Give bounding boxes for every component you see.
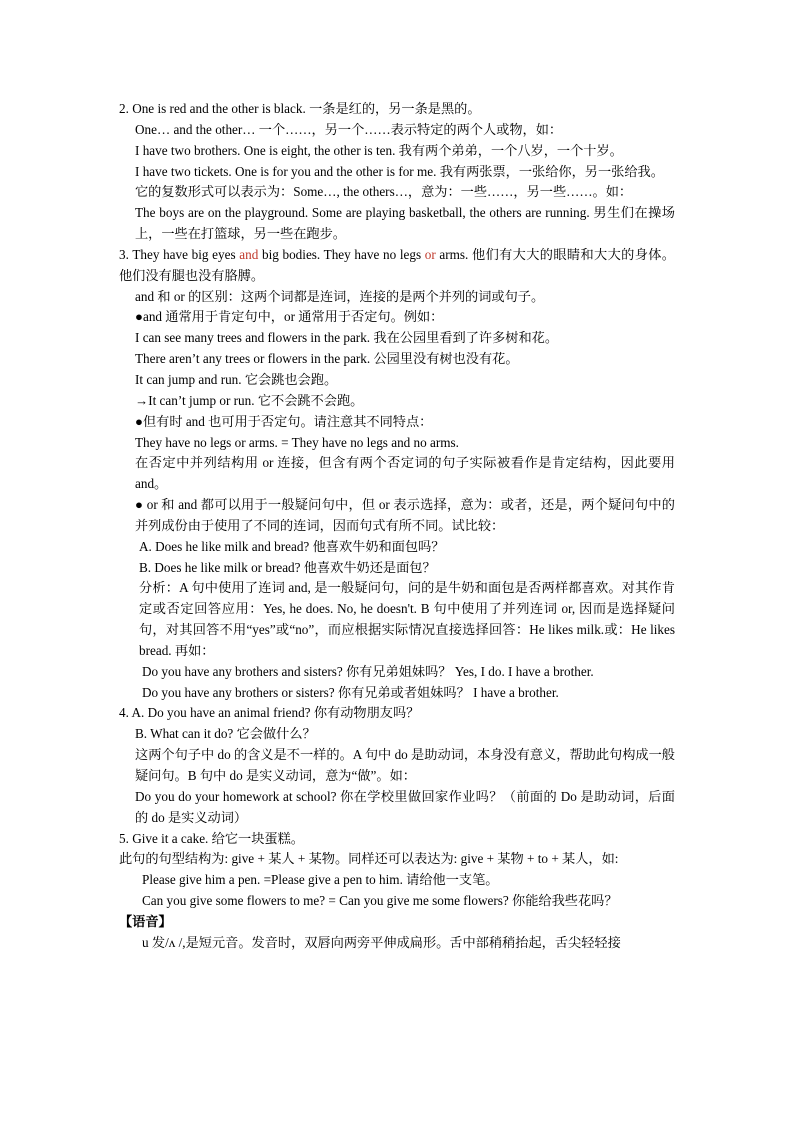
text-line: B. Does he like milk or bread? 他喜欢牛奶还是面包？ bbox=[139, 559, 436, 575]
text-paragraph: 分析：A 句中使用了连词 and, 是一般疑问句，问的是牛奶和面包是否两样都喜欢。对其作肯定或否定回答应用：Yes, he does. No, he doesn't. B 句中使用了并列连词 or, 因而是选择疑问句，对其回答不用“yes”或“no”，而应根据实际情况直接选择回答：He likes milk.或：He likes bread. 再如： bbox=[139, 580, 675, 658]
text-segment: big bodies. They have no legs bbox=[258, 246, 425, 262]
text-line: There aren’t any trees or flowers in the park. 公园里没有树也没有花。 bbox=[135, 351, 519, 367]
text-line: →It can’t jump or run. 它不会跳不会跑。 bbox=[135, 392, 364, 408]
highlight-or: or bbox=[424, 246, 436, 262]
text-line: Please give him a pen. =Please give a pen to him. 请给他一支笔。 bbox=[142, 872, 499, 888]
text-paragraph: Do you do your homework at school? 你在学校里做回家作业吗？（前面的 Do 是助动词，后面的 do 是实义动词） bbox=[135, 788, 675, 825]
document-body bbox=[119, 99, 675, 954]
text-line: I can see many trees and flowers in the park. 我在公园里看到了许多树和花。 bbox=[135, 330, 559, 346]
text-line: Can you give some flowers to me? = Can you give me some flowers? 你能给我些花吗？ bbox=[142, 893, 618, 909]
text-line: 2. One is red and the other is black. 一条是红的，另一条是黑的。 bbox=[119, 101, 481, 116]
highlight-and: and bbox=[239, 246, 259, 262]
text-paragraph: ● or 和 and 都可以用于一般疑问句中，但 or 表示选择，意为：或者，还是，两个疑问句中的并列成份由于使用了不同的连词，因而句式有所不同。试比较： bbox=[135, 497, 675, 533]
text-segment: arms. 他们有大大的眼睛和大大的身体。他们没有腿也没有胳膊。 bbox=[119, 246, 675, 283]
text-line: It can jump and run. 它会跳也会跑。 bbox=[135, 371, 338, 387]
text-line: I have two brothers. One is eight, the other is ten. 我有两个弟弟，一个八岁，一个十岁。 bbox=[135, 142, 623, 158]
text-line: ●and 通常用于肯定句中，or 通常用于否定句。例如： bbox=[135, 309, 444, 325]
text-line: 4. A. Do you have an animal friend? 你有动物朋友吗？ bbox=[119, 705, 420, 721]
section-heading: 【语音】 bbox=[119, 913, 172, 929]
text-line: They have no legs or arms. = They have no legs and no arms. bbox=[135, 434, 459, 450]
text-line: A. Does he like milk and bread? 他喜欢牛奶和面包吗？ bbox=[139, 538, 445, 554]
text-line: Do you have any brothers or sisters? 你有兄弟或者姐妹吗？ I have a brother. bbox=[142, 684, 559, 700]
text-segment: 3. They have big eyes bbox=[119, 246, 240, 262]
text-line: u 发/ʌ /,是短元音。发音时，双唇向两旁平伸成扁形。舌中部稍稍抬起，舌尖轻轻接 bbox=[142, 934, 621, 950]
text-line: One… and the other… 一个……，另一个……表示特定的两个人或物，如： bbox=[135, 121, 563, 137]
text-line: B. What can it do? 它会做什么？ bbox=[135, 726, 316, 742]
text-paragraph: The boys are on the playground. Some are playing basketball, the others are running. 男生们在操场上，一些在打篮球，另一些在跑步。 bbox=[135, 205, 675, 242]
text-paragraph: 这两个句子中 do 的含义是不一样的。A 句中 do 是助动词，本身没有意义，帮助此句构成一般疑问句。B 句中 do 是实义动词，意为“做”。如： bbox=[135, 747, 675, 783]
text-line: 它的复数形式可以表示为：Some…, the others…，意为：一些……，另一些……。如： bbox=[135, 184, 633, 200]
text-paragraph bbox=[119, 245, 675, 287]
text-paragraph: 在否定中并列结构用 or 连接，但含有两个否定词的句子实际被看作是肯定结构，因此要用 and。 bbox=[135, 455, 675, 492]
text-line: 5. Give it a cake. 给它一块蛋糕。 bbox=[119, 830, 304, 846]
text-line: Do you have any brothers and sisters? 你有兄弟姐妹吗？ Yes, I do. I have a brother. bbox=[142, 663, 594, 679]
text-line: 此句的句型结构为: give + 某人 + 某物。同样还可以表达为: give + 某物 + to + 某人，如: bbox=[119, 851, 619, 867]
text-paragraph: I have two tickets. One is for you and the other is for me. 我有两张票，一张给你，另一张给我。 bbox=[135, 163, 664, 179]
text-line: ●但有时 and 也可用于否定句。请注意其不同特点： bbox=[135, 413, 433, 429]
text-line: and 和 or 的区别：这两个词都是连词，连接的是两个并列的词或句子。 bbox=[135, 288, 545, 304]
